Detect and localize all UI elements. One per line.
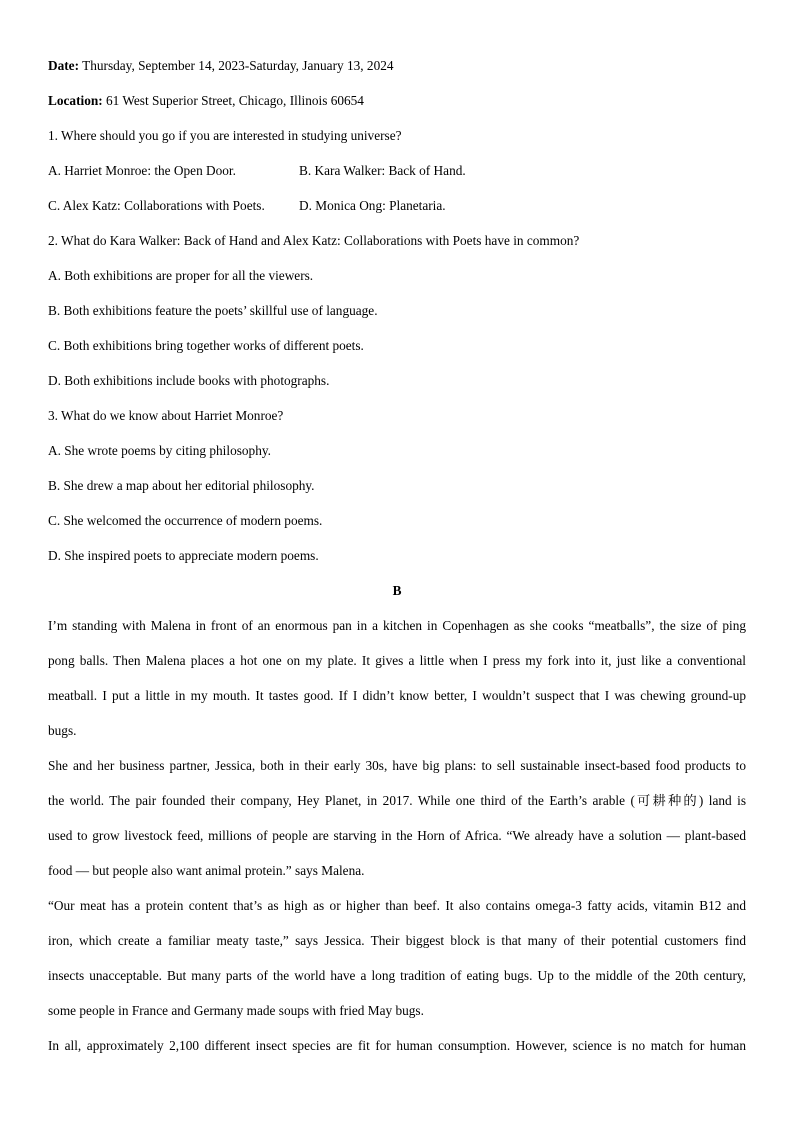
passage-line: insects unacceptable. But many parts of the world have a long tradition of eating bugs. Up to the middle of the 20th century, bbox=[48, 968, 746, 983]
question-1-stem: 1. Where should you go if you are interested in studying universe? bbox=[48, 128, 402, 143]
passage-line: bugs. bbox=[48, 723, 77, 738]
passage-line: She and her business partner, Jessica, both in their early 30s, have big plans: to sell sustainable insect-based food products to bbox=[48, 758, 746, 773]
question-1-option-a: A. Harriet Monroe: the Open Door. bbox=[48, 163, 236, 178]
question-1-options-row-1 bbox=[48, 159, 746, 194]
document-page bbox=[48, 54, 746, 1069]
question-3-option-b: B. She drew a map about her editorial philosophy. bbox=[48, 478, 315, 493]
section-b-heading: B bbox=[392, 583, 402, 598]
passage-line: pong balls. Then Malena places a hot one on my plate. It gives a little when I press my fork into it, just like a conventional bbox=[48, 653, 746, 668]
question-1-option-c: C. Alex Katz: Collaborations with Poets. bbox=[48, 198, 265, 213]
passage-line: meatball. I put a little in my mouth. It tastes good. If I didn’t know better, I wouldn’t suspect that I was chewing ground-up bbox=[48, 688, 746, 703]
question-2-option-b: B. Both exhibitions feature the poets’ skillful use of language. bbox=[48, 303, 378, 318]
question-3-option-d: D. She inspired poets to appreciate modern poems. bbox=[48, 548, 319, 563]
date-label: Date: bbox=[48, 58, 80, 73]
passage-line: used to grow livestock feed, millions of people are starving in the Horn of Africa. “We already have a solution — plant-based bbox=[48, 828, 746, 843]
passage-line: iron, which create a familiar meaty taste,” says Jessica. Their biggest block is that many of their potential customers find bbox=[48, 933, 746, 948]
passage-line: I’m standing with Malena in front of an enormous pan in a kitchen in Copenhagen as she cooks “meatballs”, the size of ping bbox=[48, 618, 746, 633]
question-1-options-row-2 bbox=[48, 194, 746, 229]
question-2-option-c: C. Both exhibitions bring together works of different poets. bbox=[48, 338, 364, 353]
question-2-option-d: D. Both exhibitions include books with photographs. bbox=[48, 373, 330, 388]
location-label: Location: bbox=[48, 93, 103, 108]
question-1-option-b: B. Kara Walker: Back of Hand. bbox=[299, 163, 466, 178]
passage-line: In all, approximately 2,100 different insect species are fit for human consumption. However, science is no match for human bbox=[48, 1038, 746, 1053]
question-2-stem: 2. What do Kara Walker: Back of Hand and Alex Katz: Collaborations with Poets have in common? bbox=[48, 233, 580, 248]
question-3-stem: 3. What do we know about Harriet Monroe? bbox=[48, 408, 284, 423]
passage-line: “Our meat has a protein content that’s as high as or higher than beef. It also contains omega-3 fatty acids, vitamin B12 and bbox=[48, 898, 746, 913]
passage-line: the world. The pair founded their company, Hey Planet, in 2017. While one third of the Earth’s arable (可耕种的) land is bbox=[48, 793, 746, 808]
location-line bbox=[48, 89, 746, 124]
date-line bbox=[48, 54, 746, 89]
question-3-option-c: C. She welcomed the occurrence of modern poems. bbox=[48, 513, 323, 528]
question-2-option-a: A. Both exhibitions are proper for all the viewers. bbox=[48, 268, 314, 283]
question-3-option-a: A. She wrote poems by citing philosophy. bbox=[48, 443, 271, 458]
date-value: Thursday, September 14, 2023-Saturday, January 13, 2024 bbox=[79, 58, 394, 73]
passage-line: food — but people also want animal protein.” says Malena. bbox=[48, 863, 365, 878]
location-value: 61 West Superior Street, Chicago, Illinois 60654 bbox=[102, 93, 364, 108]
passage-line: some people in France and Germany made soups with fried May bugs. bbox=[48, 1003, 424, 1018]
question-1-option-d: D. Monica Ong: Planetaria. bbox=[299, 198, 446, 213]
